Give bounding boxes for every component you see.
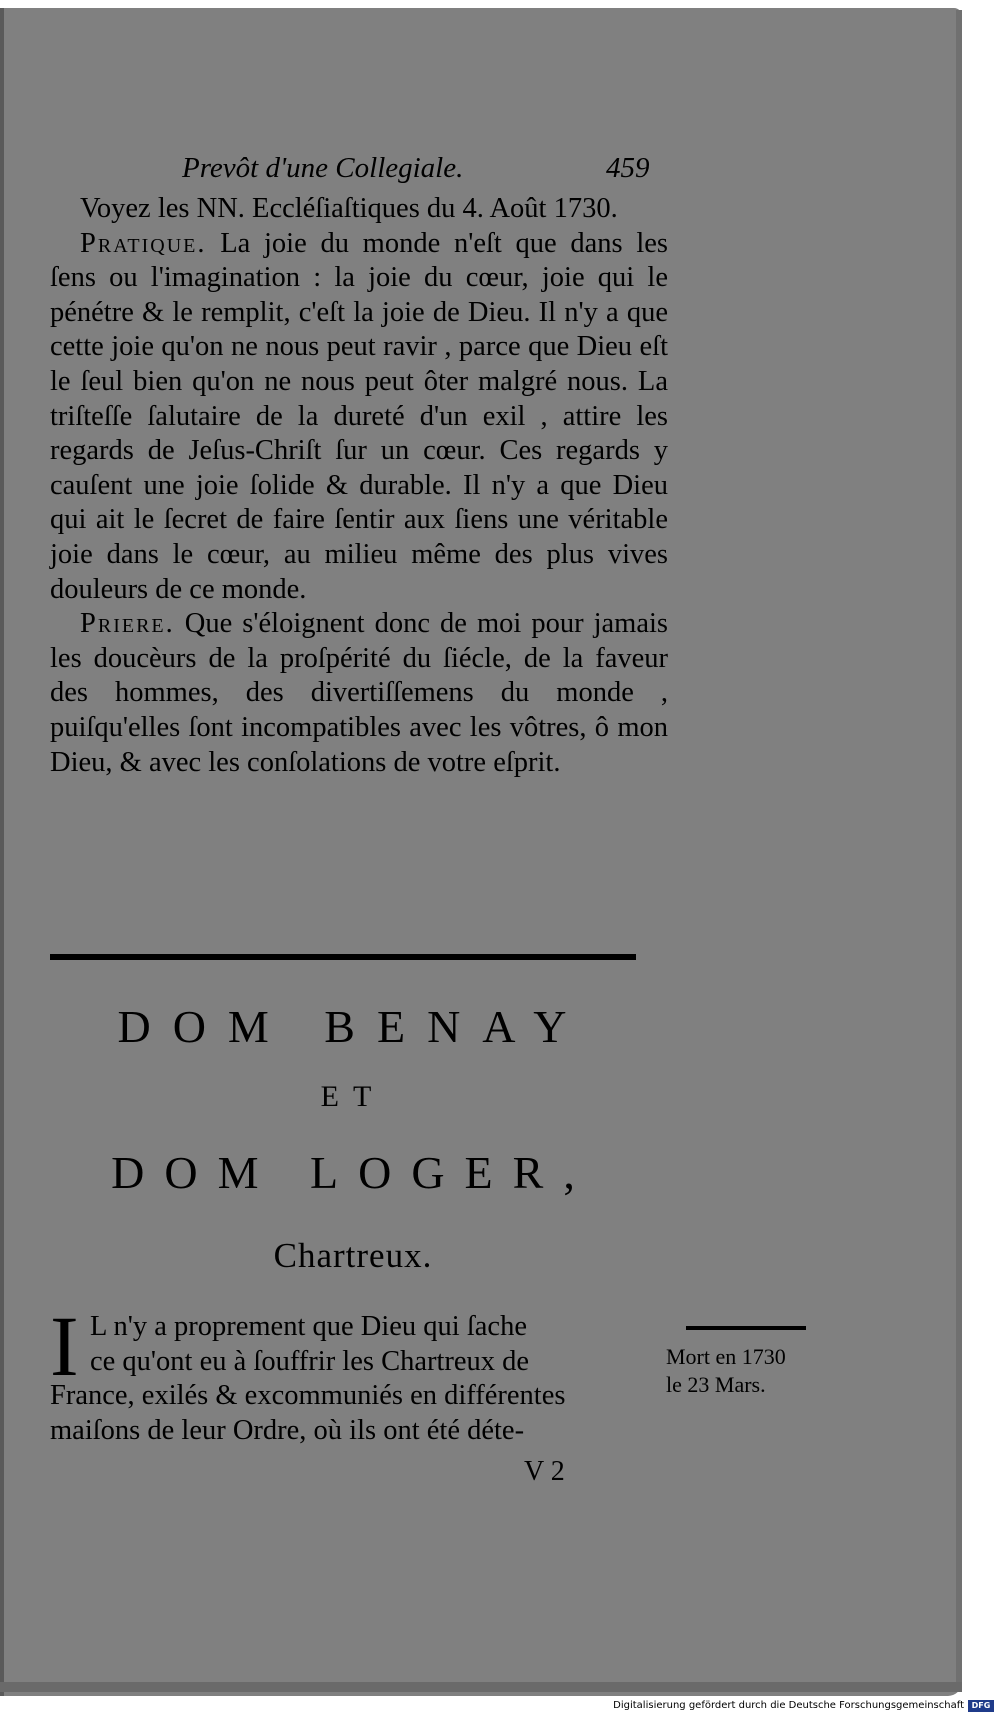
pratique-text: La joie du monde n'eſt que dans les ſens ou l'imagination : la joie du cœur, joie qui le pénétre & le remplit, c'eſt la joie de Dieu. Il n'y a que cette joie qu'on ne nous peut ravir , parce que Dieu eſt le ſeul bien qu'on ne nous peut ôter malgré nous. La triſteſſe ſalutaire de la dureté d'un exil , attire les regards de Jeſus-Chriſt ſur un cœur. Ces regards y cauſent une joie ſolide & durable. Il n'y a que Dieu qui ait le ſecret de faire ſentir aux ſiens une véritable joie dans le cœur, au milieu même des plus vives douleurs de ce monde. [50, 227, 668, 605]
priere-text: Que s'éloignent donc de moi pour jamais les doucèurs de la proſpérité du ſiécle, de la faveur des hommes, des divertiſſemens du monde , puiſqu'elles ſont incompatibles avec les vôtres, ô mon Dieu, & avec les conſolations de votre eſprit. [50, 608, 668, 778]
section-divider [50, 954, 636, 960]
marginal-rule [686, 1326, 806, 1330]
pratique-label: Pratique. [80, 227, 207, 259]
opening-line-1: L n'y a proprement que Dieu qui ſache [90, 1311, 527, 1342]
catchword: V 2 [524, 1456, 565, 1487]
running-head: Prevôt d'une Collegiale. [182, 152, 464, 184]
section-title-line-3: DOM LOGER, [111, 1147, 595, 1198]
marginal-note [666, 1343, 836, 1399]
digitization-credit: Digitalisierung gefördert durch die Deutsche Forschungsgemeinschaft [613, 1700, 964, 1711]
priere-paragraph [50, 607, 668, 780]
page-number: 459 [606, 152, 650, 184]
opening-paragraph [50, 1310, 660, 1448]
opening-line-3: France, exilés & excommuniés en différentes [50, 1380, 566, 1412]
page-edge-right [956, 10, 962, 1690]
priere-label: Priere. [80, 608, 175, 640]
opening-line-2: ce qu'ont eu à ſouffrir les Chartreux de [90, 1345, 530, 1377]
drop-cap: I [50, 1298, 79, 1394]
dfg-logo-icon: DFG [968, 1700, 994, 1712]
body-text [50, 192, 668, 780]
opening-line-4: maiſons de leur Ordre, où ils ont été déte- [50, 1414, 525, 1446]
section-title-line-1: DOM BENAY [117, 1001, 589, 1052]
marginal-note-line-1: Mort en 1730 [666, 1344, 786, 1369]
marginal-note-line-2: le 23 Mars. [666, 1372, 766, 1397]
page-edge-bottom [0, 1682, 962, 1692]
section-title-line-2: ET [320, 1080, 386, 1113]
intro-line: Voyez les NN. Eccléſiaſtiques du 4. Août 1730. [80, 193, 618, 224]
pratique-paragraph [50, 227, 668, 608]
page-gutter-shadow [0, 8, 4, 1696]
section-subtitle: Chartreux. [273, 1236, 433, 1275]
